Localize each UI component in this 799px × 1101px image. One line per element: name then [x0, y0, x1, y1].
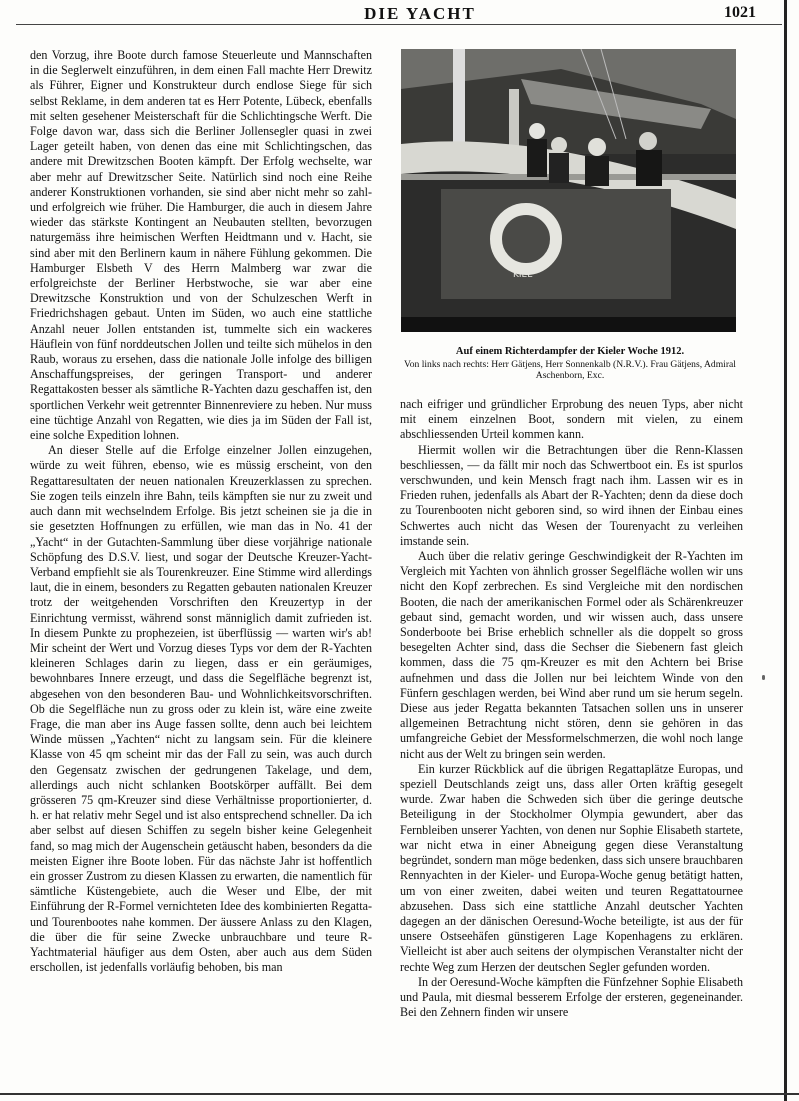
print-speck — [762, 675, 765, 680]
photo-illustration — [401, 49, 736, 332]
photo-caption — [400, 346, 740, 381]
bottom-page-border — [0, 1093, 799, 1095]
right-page-border — [784, 0, 787, 1101]
photo-judges-steamer — [401, 49, 736, 332]
right-column — [400, 397, 743, 1062]
paragraph: An dieser Stelle auf die Erfolge einzelner Jollen einzugehen, würde zu weit führen, ebenso, wie es müssig erscheint, von den Regattaresultaten der neuen nationalen Kreuzerklassen zu sprechen. Sie zogen teils einzeln ihre Bahn, teils kämpften sie nur zu zweit und auch dann mit wechselndem Erfolge. Bis jetzt scheinen sie ja die in sie gesetzten Hoffnungen zu erfüllen, wie man das in No. 41 der „Yacht“ in der Gutachten-Sammlung über diese vorjährige nationale Schöpfung des D.S.V. liest, und sogar der Deutsche Kreuzer-Yacht-Verband empfiehlt sie als Tourenkreuzer. Eine Stimme wird allerdings laut, die in einem, besonders zu Regatten gebauten nationalen Kreuzer trotz der weitgehenden Vorschriften den Kreuzertyp in der Einrichtung vermisst, während sonst männiglich damit zufrieden ist. In diesem Punkte zu prophezeien, ist überflüssig — warten wir's ab! Mir scheint der Wert und Vorzug dieses Typs vor dem der R-Yachten kleineren Schlages darin zu liegen, dass er ein geräumiges, bewohnbares Innere erzeugt, und dass die Segelfläche begrenzt ist, abgesehen von den besonderen Bau- und Wohnlichkeitsvorschriften. Ob die Segelfläche nun zu gross oder zu klein ist, wäre eine zweite Frage, die man aber ins Auge fassen sollte, denn auch bei leichtem Winde müssen „Yachten“ nicht zu langsam sein. Für die kleinere Klasse von 45 qm scheint mir das der Fall zu sein, was auch durch den Gegensatz zwischen der gedrungenen Takelage, und dem, allerdings auch nicht schlanken Bootskörper auffällt. Bei dem grösseren 75 qm-Kreuzer sind diese Verhältnisse proportionierter, d. h. er hat relativ mehr Segel und ist also entsprechend schneller. Da ich aber selbst auf diesen Schiffen zu segeln bisher keine Gelegenheit fand, so mag mich der Augenschein getäuscht haben, besonders da die meisten Eigner ihre Boote loben. Für das nächste Jahr ist hoffentlich ein grosser Zustrom zu diesen Klassen zu erwarten, die namentlich für sämtliche Küstengebiete, auch die Weser und Elbe, der mit Einführung der R-Formel vernichteten Idee des kombinierten Regatta- und Tourenbootes nahe kommen. Der äussere Anlass zu den Klagen, die über die für seine Zwecke unbrauchbare und teure R-Yachtmaterial häufiger aus dem Osten, aber auch aus dem Süden erschollen, ist jedenfalls vorläufig behoben, bis man — [30, 443, 372, 975]
page-number: 1021 — [724, 4, 756, 21]
paragraph: Ein kurzer Rückblick auf die übrigen Regattaplätze Europas, und speziell Deutschlands zeigt uns, dass aller Orten kräftig gesegelt wurde. Zwar haben die Schweden sich über die geringe deutsche Beteiligung in der Stockholmer Olympia gewundert, aber das Fernbleiben unserer Yachten, von denen nur Sophie Elisabeth startete, war nicht etwa in einer Abneigung gegen diese Veranstaltung begründet, sondern man möge bedenken, dass sich unsere brauchbaren Rennyachten in der Kieler- und Europa-Woche genug betätigt hatten, um von einer zweiten, dabei weiten und teuren Regattatournee abzusehen. Dass sich eine stattliche Anzahl deutscher Yachten dagegen an der dänischen Oeresund-Woche beteiligte, ist aus der für unsere Ostseehäfen günstigeren Lage Kopenhagens zu erklären. Vielleicht ist aber auch seitens der olympischen Veranstalter nicht der rechte Weg zum Herzen der deutschen Segler gefunden worden. — [400, 761, 743, 974]
running-head: DIE YACHT — [364, 4, 476, 23]
left-column — [30, 48, 372, 1088]
paragraph: nach eifriger und gründlicher Erprobung des neuen Typs, aber nicht mit einem einzelnen Boot, sondern mit vielen, zu einem abschliessenden Urteil kommen kann. — [400, 397, 743, 442]
caption-text: Von links nach rechts: Herr Gätjens, Herr Sonnenkalb (N.R.V.). Frau Gätjens, Admiral Aschenborn, Exc. — [404, 359, 736, 381]
paragraph: In der Oeresund-Woche kämpften die Fünfzehner Sophie Elisabeth und Paula, mit diesmal besserem Erfolge der ersteren, gegeneinander. Bei den Zehnern finden wir unsere — [400, 974, 743, 1020]
lifebuoy-label: KIEL — [513, 270, 533, 280]
caption-title: Auf einem Richterdampfer der Kieler Woche 1912. — [455, 346, 685, 357]
paragraph: den Vorzug, ihre Boote durch famose Steuerleute und Mannschaften in die Seglerwelt einzuführen, in dem einen Fall machte Herr Drewitz als Führer, Eigner und Konstrukteur durch endlose Siege für sich selbst Reklame, in dem anderen tat es Herr Potente, Lübeck, ebenfalls mit selten gesehener Meisterschaft für die Schlichtingsche Werft. Die Folge davon war, dass sich die Berliner Jollensegler quasi in zwei Lager geteilt haben, von denen das eine mit Schlichtingschen, das andere mit Drewitzschen Booten kämpft. Der Erfolg wechselte, war aber mehr auf Drewitzscher Seite. Natürlich sind noch eine Reihe anderer Konstruktionen vorhanden, sie sind aber nicht mehr so zahl- und erfolgreich wie früher. Die Hamburger, die auch in diesem Jahre wieder das stärkste Kontingent an Neubauten stellten, bevorzugen naturgemäss ihre heimischen Werften Heidtmann und v. Hacht, sie sind aber mit den Berlinern kaum in nähere Fühlung gekommen. Die Hamburger Elsbeth V des Herrn Malmberg war zwar die erfolgreichste der Berliner Herbstwoche, sie war aber eine Drewitzsche Konstruktion und von der Schulzeschen Werft in Friedrichshagen gebaut. Unten im Süden, wo auch eine stattliche Anzahl neuer Jollen entstanden ist, tummelte sich ein wackeres Häuflein von fünf norddeutschen Jollen und teilte sich mühelos in den Raub, woraus zu ersehen, dass die nationale Jolle infolge des billigen Anschaffungspreises, der geringen Transport- und anderer Regattakosten besser als sämtliche R-Yachten dazu geschaffen ist, den sportlichen Verkehr weit getrennter Binnenreviere zu heben. Nur muss eine tüchtige Anzahl von Regatten, wie dies ja im Süden der Fall ist, eine solche Expedition lohnen. — [30, 48, 372, 443]
paragraph: Hiermit wollen wir die Betrachtungen über die Renn-Klassen beschliessen, — da fällt mir noch das Schwertboot ein. Es ist spurlos verschwunden, und kein Mensch fragt nach ihm. Lassen wir es in Frieden ruhen, jedenfalls als Abart der R-Yachten; denn da diese doch zu Tourenbooten nicht geboren sind, so wird ihnen der Einbau eines Schwertes auch nicht das Wesen der Tourenyacht zu verleihen imstande sein. — [400, 442, 743, 548]
header-rule — [16, 24, 782, 25]
paragraph: Auch über die relativ geringe Geschwindigkeit der R-Yachten im Vergleich mit Yachten von ähnlich grosser Segelfläche wollen wir uns nicht den Kopf zerbrechen. Es sind Vergleiche mit den nordischen Booten, die nach der amerikanischen Formel oder als Schärenkreuzer gebaut sind, gemacht worden, und wir wissen auch, dass unsere Sonderboote bei Brise erheblich schneller als die doppelt so gross besegelten Achter sind, dass die Sechser die Siebenern fast gleich kommen, dass die 75 qm-Kreuzer es mit den Achtern bei Brise aufnehmen und dass die Jollen nur bei leichtem Winde von den Fünfern geschlagen werden, bei Wind aber rund um sie herum segeln. Diese aus jeder Regatta bekannten Tatsachen sollen uns in unserer allgemeinen Betrachtung nicht stören, denn sie gehören in das umfangreiche Gebiet der Messformelschmerzen, die wohl noch lange nicht aus der Welt zu bringen sein werden. — [400, 549, 743, 761]
